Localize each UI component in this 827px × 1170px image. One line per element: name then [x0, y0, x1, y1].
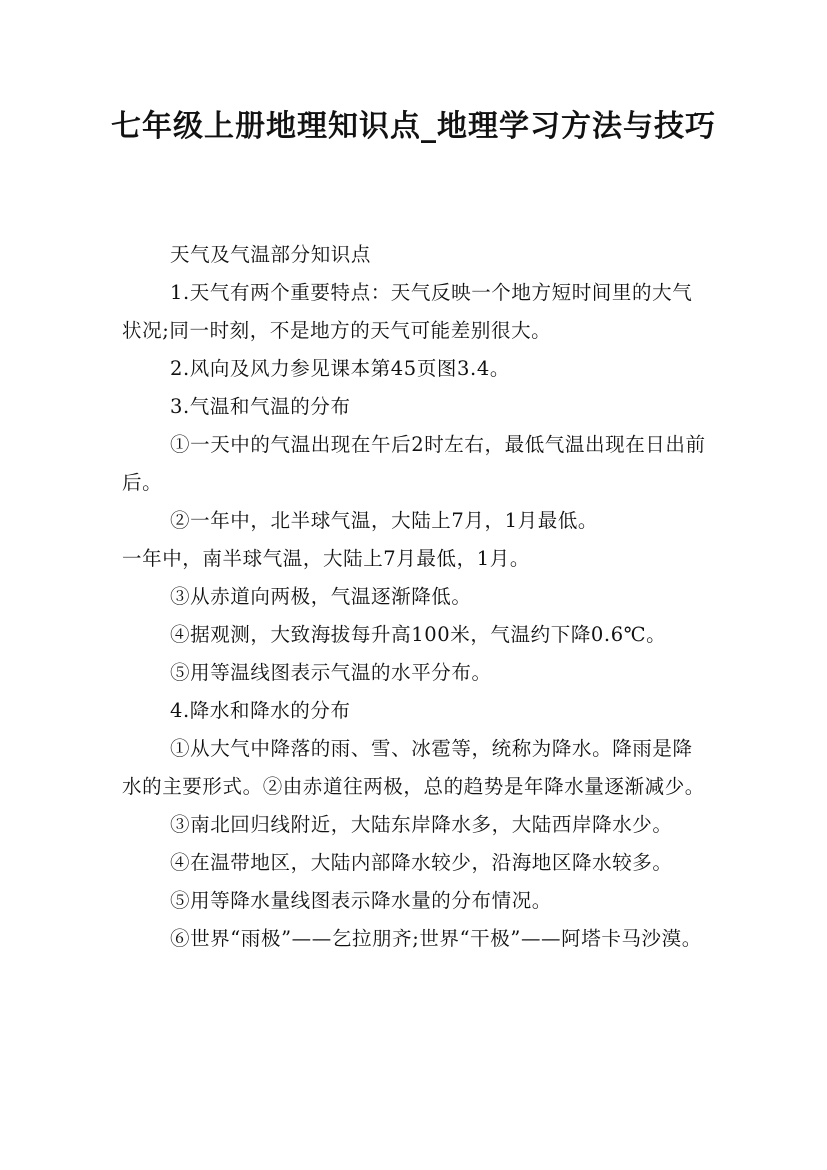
paragraph-temperate-zone: ④在温带地区，大陆内部降水较少，沿海地区降水较多。 [170, 851, 673, 874]
paragraph-southern-hemisphere: 一年中，南半球气温，大陆上7月最低，1月。 [122, 547, 530, 570]
paragraph-northern-hemisphere: ②一年中，北半球气温，大陆上7月，1月最低。 [170, 509, 599, 532]
paragraph-altitude-temperature: ④据观测，大致海拔每升高100米，气温约下降0.6℃。 [170, 623, 667, 646]
paragraph-section-heading-weather: 天气及气温部分知识点 [170, 243, 372, 266]
paragraph-isohyet-map: ⑤用等降水量线图表示降水量的分布情况。 [170, 889, 552, 912]
paragraph-daily-temperature: ①一天中的气温出现在午后2时左右，最低气温出现在日出前后。 [122, 433, 706, 494]
document-body [122, 236, 712, 958]
paragraph-precipitation-definition: ①从大气中降落的雨、雪、冰雹等，统称为降水。降雨是降水的主要形式。②由赤道往两极，总的趋势是年降水量逐渐减少。 [122, 737, 705, 798]
paragraph-precipitation-heading: 4.降水和降水的分布 [170, 699, 351, 722]
paragraph-isotherm-map: ⑤用等温线图表示气温的水平分布。 [170, 661, 492, 684]
document-title: 七年级上册地理知识点_地理学习方法与技巧 [111, 109, 716, 144]
paragraph-rain-dry-poles: ⑥世界“雨极”——乞拉朋齐;世界“干极”——阿塔卡马沙漠。 [170, 927, 702, 950]
paragraph-temperature-heading: 3.气温和气温的分布 [170, 395, 351, 418]
paragraph-equator-to-poles: ③从赤道向两极，气温逐渐降低。 [170, 585, 472, 608]
paragraph-weather-features: 1.天气有两个重要特点：天气反映一个地方短时间里的大气状况;同一时刻，不是地方的天气可能差别很大。 [122, 281, 693, 342]
paragraph-wind-direction: 2.风向及风力参见课本第45页图3.4。 [170, 357, 510, 380]
paragraph-tropic-coasts: ③南北回归线附近，大陆东岸降水多，大陆西岸降水少。 [170, 813, 673, 836]
